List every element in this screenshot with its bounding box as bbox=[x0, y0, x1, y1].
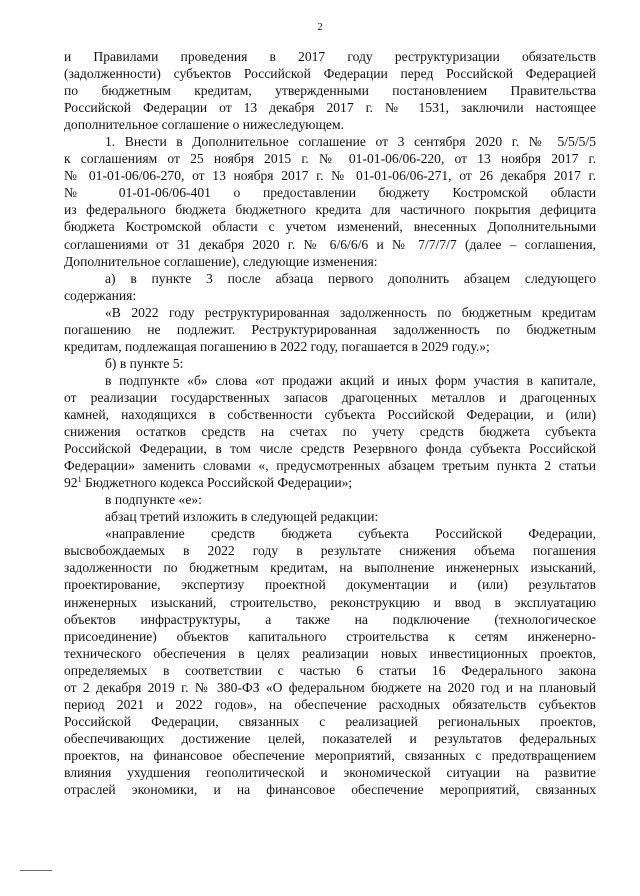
text-line-content: бюджета Костромской области с учетом изменений, внесенных Дополнительными bbox=[64, 219, 596, 235]
text-line-content: проектирование, экспертизу проектной документации и (или) результатов bbox=[64, 577, 596, 593]
text-line-content: технического обеспечения в целях реализации новых инвестиционных проектов, bbox=[64, 645, 596, 661]
text-line bbox=[64, 594, 596, 611]
text-line-content: абзац третий изложить в следующей редакции: bbox=[105, 509, 379, 525]
text-line bbox=[64, 253, 596, 270]
document-body bbox=[64, 48, 596, 798]
text-line-content: по бюджетным кредитам, утвержденными постановлением Правительства bbox=[64, 83, 596, 99]
text-line bbox=[64, 184, 596, 201]
text-line bbox=[64, 406, 596, 423]
text-line bbox=[64, 201, 596, 218]
text-line bbox=[64, 150, 596, 167]
text-line-content: к соглашениям от 25 ноября 2015 г. № 01-01-06/06-220, от 13 ноября 2017 г. bbox=[64, 151, 596, 167]
text-line bbox=[64, 542, 596, 559]
text-line bbox=[64, 576, 596, 593]
text-line bbox=[64, 65, 596, 82]
text-line bbox=[64, 167, 596, 184]
footer-rule bbox=[20, 870, 52, 871]
text-line bbox=[64, 474, 596, 491]
text-line bbox=[64, 440, 596, 457]
text-line-content: № 01-01-06/06-401 о предоставлении бюджету Костромской области bbox=[64, 185, 596, 201]
text-line bbox=[64, 304, 596, 321]
text-line-content: из федерального бюджета бюджетного кредита для частичного покрытия дефицита bbox=[64, 202, 596, 218]
text-line bbox=[64, 423, 596, 440]
text-line bbox=[64, 82, 596, 99]
page-number: 2 bbox=[317, 21, 323, 33]
text-line bbox=[64, 611, 596, 628]
text-line bbox=[64, 270, 596, 287]
text-line-content: Российской Федерации от 13 декабря 2017 г. № 1531, заключили настоящее bbox=[64, 100, 596, 116]
text-line-content: и Правилами проведения в 2017 году реструктуризации обязательств bbox=[64, 49, 596, 64]
text-line bbox=[64, 457, 596, 474]
text-line-continuation: Бюджетного кодекса Российской Федерации»; bbox=[81, 475, 353, 491]
text-line bbox=[64, 730, 596, 747]
text-line bbox=[64, 48, 596, 65]
text-line-content: высвобождаемых в 2022 году в результате снижения объема погашения bbox=[64, 543, 596, 559]
text-line bbox=[64, 287, 596, 304]
text-line-content: от реализации государственных запасов драгоценных металлов и драгоценных bbox=[64, 389, 596, 405]
text-line bbox=[64, 559, 596, 576]
text-line bbox=[64, 355, 596, 372]
text-line-content: определяемых в соответствии с частью 6 статьи 16 Федерального закона bbox=[64, 662, 596, 678]
text-line-content: соглашениями от 31 декабря 2020 г. № 6/6/6/6 и № 7/7/7/7 (далее – соглашения, bbox=[64, 236, 596, 252]
text-line-content: Дополнительное соглашение), следующие изменения: bbox=[64, 253, 378, 269]
text-line-content: № 01-01-06/06-270, от 13 ноября 2017 г. № 01-01-06/06-271, от 26 декабря 2017 г. bbox=[64, 168, 596, 184]
text-line-content: «направление средств бюджета субъекта Российской Федерации, bbox=[105, 526, 596, 542]
text-line bbox=[64, 133, 596, 150]
text-line bbox=[64, 508, 596, 525]
text-line-content: в подпункте «б» слова «от продажи акций и иных форм участия в капитале, bbox=[105, 372, 596, 388]
text-line-content: 92 bbox=[64, 475, 78, 491]
text-line-content: присоединение) объектов капитального строительства к сетям инженерно- bbox=[64, 628, 596, 644]
text-line bbox=[64, 116, 596, 133]
text-line-content: Федерации» заменить словами «, предусмотренных абзацем третьим пункта 2 статьи bbox=[64, 458, 596, 474]
text-line bbox=[64, 713, 596, 730]
text-line-content: содержания: bbox=[64, 287, 137, 303]
text-line-content: б) в пункте 5: bbox=[105, 355, 184, 371]
text-line bbox=[64, 662, 596, 679]
text-line-content: влияния ухудшения геополитической и экономической ситуации на развитие bbox=[64, 764, 596, 780]
text-line-content: от 2 декабря 2019 г. № 380-ФЗ «О федеральном бюджете на 2020 год и на плановый bbox=[64, 679, 596, 695]
text-line-content: в подпункте «е»: bbox=[105, 492, 202, 508]
text-line bbox=[64, 696, 596, 713]
text-line-content: снижения остатков средств на счетах по учету средств бюджета субъекта bbox=[64, 424, 596, 440]
text-line-content: погашению не подлежит. Реструктурированная задолженность по бюджетным bbox=[64, 321, 596, 337]
text-line bbox=[64, 747, 596, 764]
text-line bbox=[64, 764, 596, 781]
text-line bbox=[64, 372, 596, 389]
text-line-content: камней, находящихся в собственности субъекта Российской Федерации, и (или) bbox=[64, 406, 596, 422]
text-line-content: задолженности по бюджетным кредитам, на выполнение инженерных изысканий, bbox=[64, 560, 596, 576]
text-line-content: дополнительное соглашение о нижеследующем. bbox=[64, 117, 344, 133]
text-line bbox=[64, 491, 596, 508]
text-line-content: Российской Федерации, связанных с реализацией региональных проектов, bbox=[64, 713, 596, 729]
superscript: 1 bbox=[77, 475, 82, 485]
text-line-content: инженерных изысканий, строительство, реконструкцию и ввод в эксплуатацию bbox=[64, 594, 596, 610]
text-line-content: «В 2022 году реструктурированная задолженность по бюджетным кредитам bbox=[105, 304, 596, 320]
text-line bbox=[64, 338, 596, 355]
text-line bbox=[64, 321, 596, 338]
text-line bbox=[64, 679, 596, 696]
text-line bbox=[64, 628, 596, 645]
text-line bbox=[64, 525, 596, 542]
text-line bbox=[64, 389, 596, 406]
text-line-content: отраслей экономики, и на финансовое обеспечение мероприятий, связанных bbox=[64, 782, 596, 798]
text-line-content: проектов, на финансовое обеспечение мероприятий, связанных с предотвращением bbox=[64, 747, 596, 763]
text-line-content: объектов инфраструктуры, а также на подключение (технологическое bbox=[64, 611, 596, 627]
text-line bbox=[64, 645, 596, 662]
text-line-content: кредитам, подлежащая погашению в 2022 году, погашается в 2029 году.»; bbox=[64, 338, 490, 354]
text-line-content: 1. Внести в Дополнительное соглашение от 3 сентября 2020 г. № 5/5/5/5 bbox=[105, 134, 596, 150]
text-line bbox=[64, 236, 596, 253]
text-line bbox=[64, 99, 596, 116]
text-line bbox=[64, 218, 596, 235]
text-line-content: Российской Федерации, в том числе средств Резервного фонда субъекта Российской bbox=[64, 441, 596, 457]
text-line-content: период 2021 и 2022 годов», на обеспечение расходных обязательств субъектов bbox=[64, 696, 596, 712]
text-line-content: (задолженности) субъектов Российской Федерации перед Российской Федерацией bbox=[64, 66, 596, 82]
text-line-content: обеспечивающих достижение целей, показателей и результатов федеральных bbox=[64, 730, 596, 746]
text-line bbox=[64, 781, 596, 798]
text-line-content: а) в пункте 3 после абзаца первого дополнить абзацем следующего bbox=[105, 270, 596, 286]
